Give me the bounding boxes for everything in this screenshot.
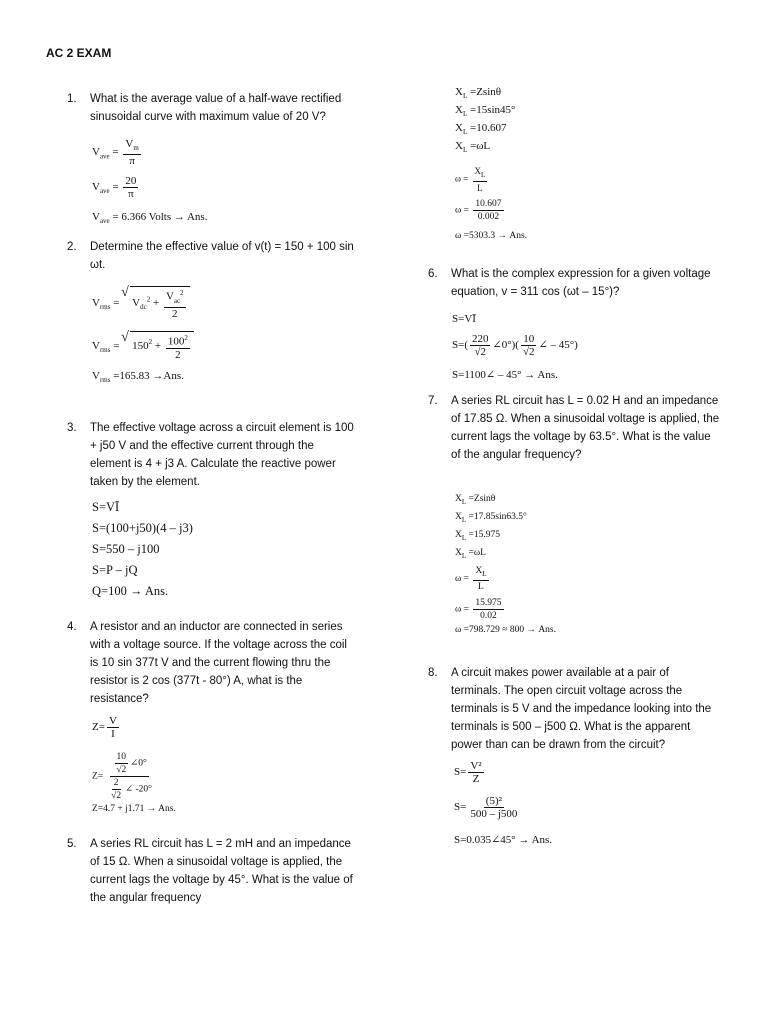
question-line: ωt. (90, 259, 106, 271)
question-line: What is the complex expression for a given voltage (451, 268, 711, 280)
sol-text: Z= (92, 721, 105, 734)
question-1 (67, 90, 367, 126)
sol-text: =Zsinθ (469, 86, 502, 98)
question-line: resistor is 2 cos (377t - 80°) A, what is the (90, 675, 303, 687)
sol-text: 220 (471, 333, 489, 345)
exam-title: AC 2 EXAM (46, 46, 112, 60)
sol-text: 2 (172, 307, 178, 320)
sol-text: X (455, 548, 462, 558)
sol-text: 500 – j500 (470, 808, 518, 820)
sol-text: S=VĪ (452, 313, 476, 325)
sol-text: (5)² (485, 795, 502, 807)
question-number: 6. (428, 268, 438, 280)
sol-text: =ωL (468, 548, 486, 558)
sol-text: ω =798.729 ≈ 800 → Ans. (455, 625, 557, 635)
sol-text: =ωL (469, 140, 491, 152)
sol-text: =15sin45° (469, 104, 516, 116)
sol-text: X (455, 104, 463, 116)
question-line: the angular frequency (90, 892, 202, 904)
sol-text: =17.85sin63.5° (468, 512, 527, 522)
question-line: power than can be drawn from the circuit? (451, 739, 666, 751)
sol-text: =165.83 →Ans. (113, 370, 184, 382)
question-line: equation, v = 311 cos (ωt – 15°)? (451, 286, 620, 298)
question-5 (67, 835, 367, 907)
sol-text: S=VĪ (92, 500, 120, 514)
sol-text: √2 (111, 791, 122, 801)
question-line: resistance? (90, 693, 149, 705)
question-line: terminals is 5 V and the impedance looking into the (451, 703, 712, 715)
sol-text: =15.975 (468, 530, 501, 540)
sol-text: ∠0°)( (492, 339, 519, 352)
question-number: 4. (67, 621, 77, 633)
sol-text: 2 (113, 778, 119, 788)
sol-text: ∠ – 45°) (538, 339, 578, 352)
sol-text: S=P – jQ (92, 563, 138, 577)
question-number: 5. (67, 838, 77, 850)
question-line: of 15 Ω. When a sinusoidal voltage is applied, the (90, 856, 343, 868)
question-line: element is 4 + j3 A. Calculate the reactive power (90, 458, 336, 470)
sol-text: =Zsinθ (468, 494, 496, 504)
question-3 (67, 419, 367, 491)
sol-text: X (474, 166, 481, 176)
question-line: A series RL circuit has L = 0.02 H and an impedance (451, 395, 719, 407)
sol-text: S= (454, 766, 467, 779)
sol-text: ω = (455, 604, 469, 615)
question-line: terminals. The open circuit voltage across the (451, 685, 683, 697)
question-line: current lags the voltage by 63.5°. What is the value (451, 431, 711, 443)
sol-text: X (455, 122, 463, 134)
sol-text: = 6.366 Volts → Ans. (112, 211, 208, 223)
question-line: + j50 V and the effective current through the (90, 440, 314, 452)
sol-text: S= (454, 801, 467, 814)
sol-text: 0.002 (477, 212, 500, 222)
sol-text: ∠0° (130, 758, 147, 769)
question-line: of 17.85 Ω. When a sinusoidal voltage is applied, the (451, 413, 720, 425)
question-number: 8. (428, 667, 438, 679)
sol-text: X (475, 566, 483, 576)
sol-text: Z= (92, 771, 104, 782)
question-8 (428, 664, 733, 754)
sol-text: ω = (455, 205, 469, 216)
sol-text: π (128, 188, 134, 200)
sol-text: X (455, 86, 463, 98)
sol-text: 100 (167, 335, 185, 348)
sol-text: 2 (175, 348, 181, 361)
question-line: A circuit makes power available at a pair of (451, 667, 669, 679)
question-line: of the angular frequency? (451, 449, 582, 461)
sol-text: 10 (523, 333, 535, 345)
sol-text: 15.975 (475, 598, 502, 608)
sol-text: 10.607 (475, 199, 502, 209)
sol-text: X (455, 512, 462, 522)
sol-text: √2 (522, 346, 535, 358)
sol-text: √2 (116, 765, 127, 775)
question-2 (67, 238, 367, 274)
question-line: A series RL circuit has L = 2 mH and an impedance (90, 838, 351, 850)
question-line: A resistor and an inductor are connected in series (90, 621, 343, 633)
sol-text: Z=4.7 + j1.71 → Ans. (92, 804, 176, 814)
sol-text: X (455, 140, 463, 152)
question-7 (428, 392, 733, 464)
sol-text: X (455, 494, 462, 504)
sol-text: I (111, 728, 115, 740)
question-6 (428, 265, 728, 301)
sol-text: π (129, 155, 135, 168)
sol-text: ω = (455, 574, 469, 585)
question-line: terminals is 500 – j500 Ω. What is the apparent (451, 721, 691, 733)
question-line: The effective voltage across a circuit element is 100 (90, 422, 354, 434)
question-number: 3. (67, 422, 77, 434)
question-line: with a voltage source. If the voltage across the coil (90, 639, 347, 651)
question-line: Determine the effective value of v(t) = 150 + 100 sin (90, 241, 354, 253)
sol-text: $V_m$ (123, 138, 140, 155)
sol-text: ω =5303.3 → Ans. (455, 231, 528, 241)
sol-text: 10 (116, 752, 127, 762)
sol-text: X (455, 530, 462, 540)
question-line: taken by the element. (90, 476, 200, 488)
sol-text: 20 (125, 175, 137, 187)
sol-text: ω = (455, 173, 469, 184)
sol-text: √2 (474, 346, 486, 358)
question-number: 2. (67, 241, 77, 253)
sol-text: V (108, 715, 117, 727)
question-number: 1. (67, 93, 77, 105)
sol-text: V² (470, 760, 482, 772)
question-line: sinusoidal curve with maximum value of 20 V? (90, 111, 326, 123)
sol-text: S=(100+j50)(4 – j3) (92, 521, 193, 535)
sol-text: S=1100∠ – 45° → Ans. (452, 369, 558, 381)
sol-text: 0.02 (480, 611, 497, 621)
sol-text: ∠ -20° (125, 784, 152, 795)
sol-text: S=550 – j100 (92, 542, 160, 556)
sol-text: =10.607 (469, 122, 507, 134)
question-line: current lags the voltage by 45°. What is the value of (90, 874, 353, 886)
sol-text: Z (472, 773, 480, 785)
question-line: What is the average value of a half-wave rectified (90, 93, 342, 105)
sol-text: S=0.035∠45° → Ans. (454, 834, 553, 846)
sol-text: 150 (132, 339, 149, 352)
question-number: 7. (428, 395, 438, 407)
sol-text: Q=100 → Ans. (92, 584, 169, 598)
question-line: is 10 sin 377t V and the current flowing thru the (90, 657, 331, 669)
question-4 (67, 618, 367, 708)
